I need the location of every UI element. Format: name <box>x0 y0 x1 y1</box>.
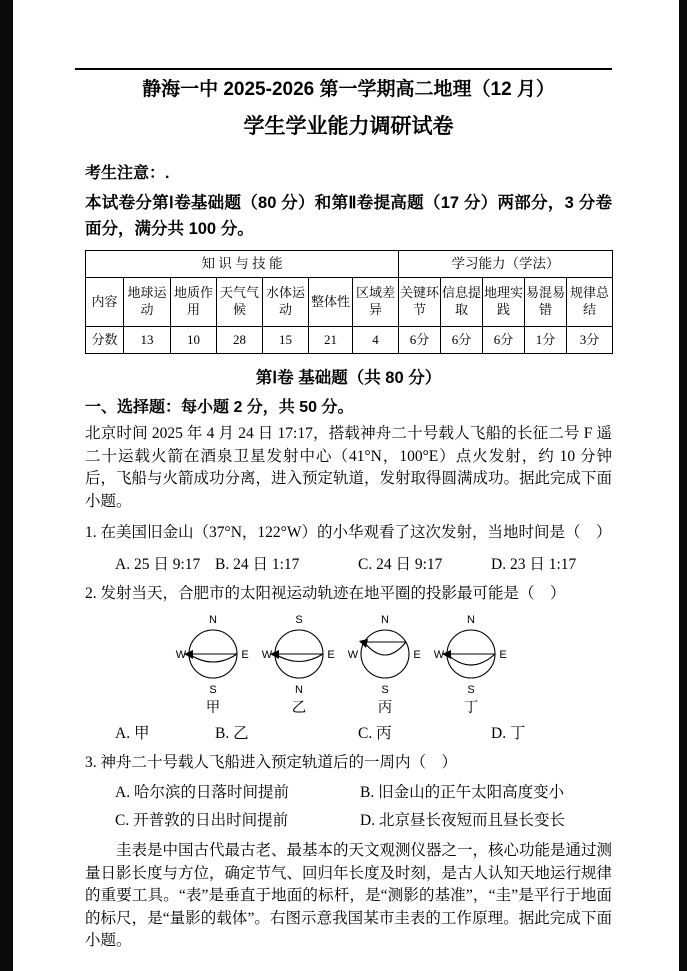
table-cell: 区域差异 <box>353 278 399 327</box>
table-row-label: 分数 <box>86 327 124 354</box>
diagram-name: 乙 <box>291 699 307 716</box>
score-table <box>85 250 613 354</box>
table-cell: 4 <box>353 327 399 354</box>
compass-top-label: N <box>467 613 475 626</box>
table-score-row <box>86 327 613 354</box>
table-cell: 规律总结 <box>567 278 613 327</box>
table-cell: 水体运动 <box>263 278 309 327</box>
table-cell: 28 <box>217 327 263 354</box>
compass-bottom-label: S <box>209 683 217 696</box>
top-rule <box>75 68 612 70</box>
compass-left-label: W <box>347 648 359 661</box>
sun-diagram-jia <box>173 610 253 717</box>
table-header-ability: 学习能力（学法） <box>399 251 613 278</box>
compass-bottom-label: N <box>295 683 303 696</box>
table-cell: 信息提取 <box>441 278 483 327</box>
table-cell: 6分 <box>483 327 525 354</box>
table-content-row <box>86 278 613 327</box>
question-2-options <box>85 721 612 743</box>
table-cell: 10 <box>171 327 217 354</box>
table-header-knowledge: 知 识 与 技 能 <box>86 251 399 278</box>
table-header-row <box>86 251 613 278</box>
diagram-name: 甲 <box>205 699 221 716</box>
compass-right-label: E <box>499 648 507 661</box>
table-cell: 地质作用 <box>171 278 217 327</box>
compass-top-label: N <box>209 613 217 626</box>
diagram-name: 丁 <box>463 699 479 716</box>
option-c: C. 24 日 9:17 <box>358 556 443 574</box>
table-cell: 1分 <box>525 327 567 354</box>
compass-left-label: W <box>261 648 273 661</box>
question-1-options <box>85 552 612 574</box>
sun-path-arc <box>189 654 237 662</box>
option-c: C. 丙 <box>358 724 392 742</box>
table-cell: 关键环节 <box>399 278 441 327</box>
section1-title: 第Ⅰ卷 基础题（共 80 分） <box>255 369 442 388</box>
table-cell: 3分 <box>567 327 613 354</box>
horizon-circle <box>361 630 409 678</box>
sun-diagram-bing-svg <box>345 610 425 700</box>
exam-structure-info: 本试卷分第Ⅰ卷基础题（80 分）和第Ⅱ卷提高题（17 分）两部分，3 分卷面分，满分共 100 分。 <box>85 194 612 238</box>
page-content <box>85 78 612 953</box>
scan-edge-right <box>679 0 687 971</box>
table-cell: 21 <box>309 327 353 354</box>
sun-diagram-yi-svg <box>259 610 339 700</box>
sun-diagram-ding-svg <box>431 610 511 700</box>
question-2: 2. 发射当天，合肥市的太阳视运动轨迹在地平圈的投影最可能是（ ） <box>85 585 566 603</box>
option-d: D. 23 日 1:17 <box>491 556 577 574</box>
option-b: B. 旧金山的正午太阳高度变小 <box>360 784 565 802</box>
option-a: A. 哈尔滨的日落时间提前 <box>115 784 289 802</box>
table-cell: 地球运动 <box>124 278 171 327</box>
sun-diagram-yi <box>259 610 339 717</box>
compass-right-label: E <box>241 648 249 661</box>
arrowhead-icon <box>359 639 368 648</box>
question-3: 3. 神舟二十号载人飞船进入预定轨道后的一周内（ ） <box>85 753 458 771</box>
table-cell: 整体性 <box>309 278 353 327</box>
compass-top-label: S <box>295 613 303 626</box>
option-b: B. 24 日 1:17 <box>215 556 300 574</box>
option-b: B. 乙 <box>215 724 249 742</box>
compass-top-label: N <box>381 613 389 626</box>
option-c: C. 开普敦的日出时间提前 <box>115 812 289 830</box>
option-a: A. 25 日 9:17 <box>115 556 201 574</box>
compass-left-label: W <box>175 648 187 661</box>
question-1: 1. 在美国旧金山（37°N，122°W）的小华观看了这次发射，当地时间是（ ） <box>85 524 612 541</box>
candidate-notice: 考生注意：. <box>85 165 170 182</box>
question-3-options-row-2 <box>85 808 612 830</box>
sun-diagram-jia-svg <box>173 610 253 700</box>
multiple-choice-heading: 一、选择题：每小题 2 分，共 50 分。 <box>85 399 354 417</box>
sun-path-arc <box>275 654 323 662</box>
compass-bottom-label: S <box>381 683 389 696</box>
exam-subtitle: 学生学业能力调研试卷 <box>243 114 454 138</box>
sun-path-arc <box>447 654 495 665</box>
passage-guibiao: 圭表是中国古代最古老、最基本的天文观测仪器之一，核心功能是通过测量日影长度与方位，确定节气、回归年长度及时刻，是古人认知天地运行规律的重要工具。“表”是垂直于地面的标杆，是“测影的基准”，“圭”是平行于地面的标尺，是“量影的载体”。右图示意我国某市圭表的工作原理。据此完成下面小题。 <box>85 842 613 950</box>
option-d: D. 北京昼长夜短而且昼长变长 <box>360 812 565 830</box>
exam-title: 静海一中 2025-2026 第一学期高二地理（12 月） <box>142 79 555 100</box>
table-cell: 6分 <box>399 327 441 354</box>
option-d: D. 丁 <box>491 724 526 742</box>
sun-path-diagrams <box>85 610 612 717</box>
table-row-label: 内容 <box>86 278 124 327</box>
sun-diagram-ding <box>431 610 511 717</box>
compass-left-label: W <box>433 648 445 661</box>
compass-right-label: E <box>327 648 335 661</box>
table-cell: 地理实践 <box>483 278 525 327</box>
table-cell: 13 <box>124 327 171 354</box>
table-cell: 6分 <box>441 327 483 354</box>
compass-right-label: E <box>413 648 421 661</box>
sun-diagram-bing <box>345 610 425 717</box>
sun-path-arc <box>364 642 406 655</box>
table-cell: 易混易错 <box>525 278 567 327</box>
question-3-options-row-1 <box>85 780 612 802</box>
scan-edge-left <box>0 0 13 971</box>
compass-bottom-label: S <box>467 683 475 696</box>
table-cell: 天气气候 <box>217 278 263 327</box>
diagram-name: 丙 <box>377 699 393 716</box>
option-a: A. 甲 <box>115 724 150 742</box>
table-cell: 15 <box>263 327 309 354</box>
passage-shenzhou: 北京时间 2025 年 4 月 24 日 17:17，搭载神舟二十号载人飞船的长征二号 F 遥二十运载火箭在酒泉卫星发射中心（41°N，100°E）点火发射，约 10 分钟后，飞船与火箭成功分离，进入预定轨道，发射取得圆满成功。据此完成下面小题。 <box>85 425 613 510</box>
